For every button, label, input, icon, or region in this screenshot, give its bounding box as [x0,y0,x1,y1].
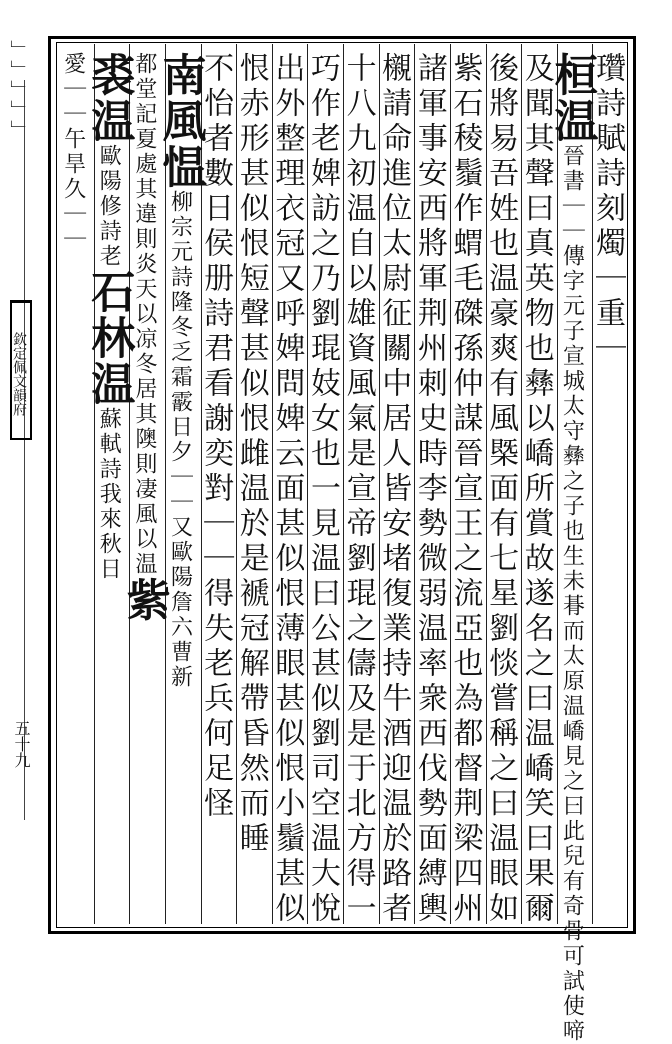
body-text: 燭｜重｜ [590,227,625,367]
text-column [447,44,486,927]
entry-headword: 桓温 [546,52,598,144]
body-text: 不怡者數日侯册詩君看謝奕對｜｜得失老兵何足怪 [198,52,234,822]
text-column [376,44,415,927]
column-text [234,52,268,857]
body-text: 後將易吾姓也温豪爽有風槩面有七星劉惔嘗稱之曰温眼如 [483,52,519,927]
body-text: 及聞其聲曰真英物也彝以嶠所賞故遂名之曰温嶠笑曰果爾 [518,52,554,927]
column-text [305,52,339,927]
column-text [83,52,135,582]
body-text: 櫬請命進位太尉征關中居人皆安堵復業持牛酒迎温於路者 [376,52,412,927]
page-number: 五十九 [12,720,31,768]
body-text: 紫石稜鬚作蝟毛磔孫仲謀晉宣王之流亞也為都督荆梁四州 [447,52,483,927]
entry-headword: 裘温 [83,52,135,144]
body-text: 巧作老婢訪之乃劉琨妓女也一見温曰公甚似劉司空温大悅 [305,52,340,927]
text-column [154,44,206,924]
entry-headword: 紫 [118,577,170,623]
text-column [83,44,135,924]
annotation-text: 歐陽修詩老 [96,144,122,269]
column-text [376,52,410,927]
column-text [56,52,90,252]
annotation-text: 蘇軾詩我來秋日 [96,407,122,582]
body-text: 諸軍事安西將軍荆州刺史時李勢微弱温率衆西伐勢面縛輿 [411,52,447,927]
entry-headword: 石林温 [83,269,135,407]
text-column [483,44,522,927]
gutter-line [24,80,25,820]
text-column [118,44,170,924]
column-text [269,52,303,927]
text-column [233,44,272,924]
text-column [518,44,557,927]
book-title: 欽定佩文韻府 [10,300,32,440]
text-column [305,44,343,927]
gutter-marks: ﹂﹂﹂﹂﹂ [7,40,31,140]
text-column [411,44,450,927]
annotation-text: 柳宗元詩隆冬乏霜霰日夕｜｜又歐陽詹六曹新 [167,190,193,690]
body-text: 瓚詩賦詩刻 [590,52,625,227]
annotation-text: 愛｜｜ [60,52,86,127]
entry-headword: 南風愠 [154,52,206,190]
text-column [546,44,598,1044]
body-text: 出外整理衣冠又呼婢問婢云面甚似恨薄眼甚似恨小鬚甚似 [269,52,305,927]
annotation-text: 午旱久｜｜ [60,127,86,252]
annotation-text: 都堂記夏處其違則炎天以凉冬居其隩則凄風以温 [131,52,157,577]
column-text [483,52,517,927]
text-column [592,44,628,924]
text-column [58,44,94,924]
column-text [448,52,482,927]
column-text [546,52,598,1044]
column-text [412,52,446,927]
text-column [269,44,308,927]
body-text: 十八九初温自以雄資風氣是宣帝劉琨之儔及是于北方得一 [340,52,376,927]
annotation-text: 晉書｜｜傳字元子宣城太守彝之子也生未朞而太原温嶠見之曰此兒有奇骨可試使啼 [559,144,585,1044]
text-column [340,44,379,927]
column-text [519,52,553,927]
body-text: 恨赤形甚似恨短聲甚似恨雌温於是褫冠解帶昏然而睡 [233,52,269,857]
column-text [341,52,375,927]
